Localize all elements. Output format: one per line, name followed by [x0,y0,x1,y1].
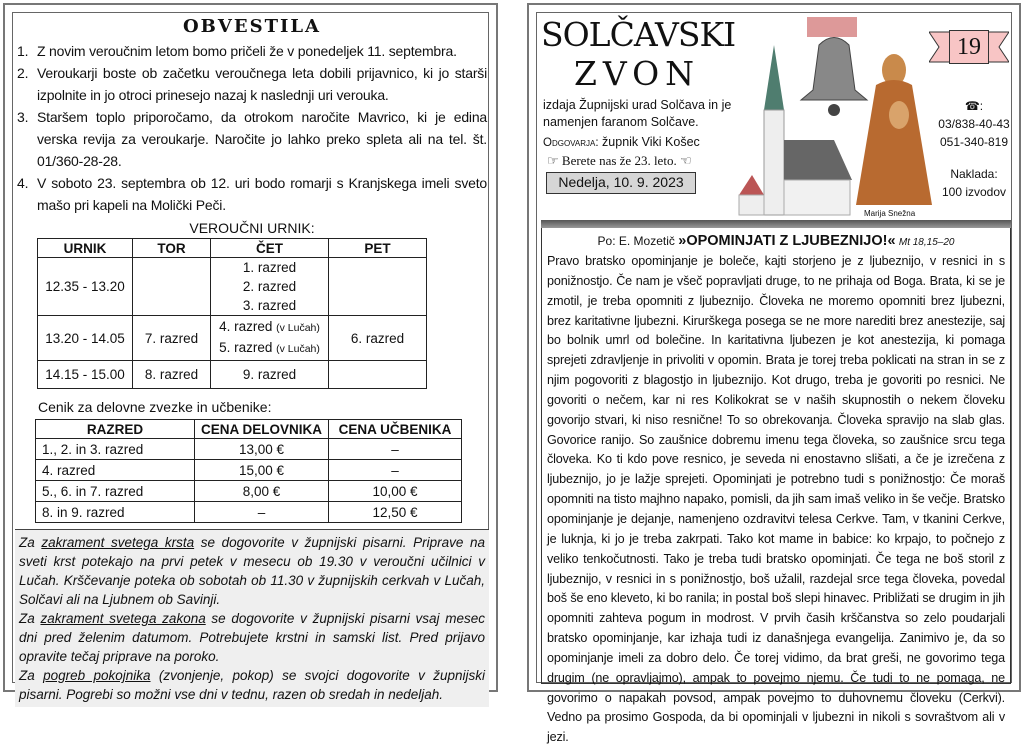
circulation-info [934,165,1014,201]
table-row [36,439,462,460]
madonna-statue [854,45,934,207]
class-label: 1. razred [242,260,297,275]
notice-text: V soboto 23. septembra ob 12. uri bodo romarji s Kranjskega imeli sveto mašo pri kapeli na Molički Peči. [37,175,487,213]
text: (zvonjenje, pokop) se svojci dogovorite v župnijski pisarni. Pogrebi so možni vse dni v tednu, razen ob sredah in nedeljah. [19,668,485,702]
pet-cell [329,361,427,389]
issue-badge [929,27,1009,67]
table-row [36,502,462,523]
notice-number: 1. [17,43,29,59]
text: se dogovorite v župnijski pisarni. Priprave na sveti krst potekajo na prvi petek v mesecu ob 19.30 v veroučni učilnici v Lučah. Krščevanje poteka ob sobotah ob 11.30 v župnijskih cerkvah v Lučah, Solčavi ali na Ljubnem ob Savinji. [19,535,485,607]
phone-number: 051-340-819 [939,135,1009,149]
time-cell: 13.20 - 14.05 [38,316,133,361]
berete-text: Berete nas že 23. leto. [561,153,677,168]
editor-name: župnik Viki Košec [602,135,700,149]
workbook-price: 13,00 € [195,439,329,460]
textbook-price: 10,00 € [329,481,462,502]
notice-number: 3. [17,109,29,125]
grade-cell: 8. in 9. razred [36,502,195,523]
column-header: TOR [133,239,211,258]
table-row [36,481,462,502]
cet-cell [211,258,329,316]
table-row [38,258,427,316]
class-label [211,338,328,359]
text: Za [19,611,41,626]
prices-table [35,419,462,523]
phone-number: 03/838-40-43 [938,117,1010,131]
church-nave [784,180,850,215]
pointing-hand-left-icon: ☜ [679,153,692,168]
notice-item [17,172,487,216]
sacraments-info [15,529,489,707]
time-cell: 14.15 - 15.00 [38,361,133,389]
schedule-title: VEROUČNI URNIK: [189,220,315,236]
grade-cell: 5., 6. in 7. razred [36,481,195,502]
notices-list [15,40,489,216]
notice-item [17,106,487,172]
article-body: Pravo bratsko opominjanje je boleče, kajti storjeno je z ljubeznijo, v resnici in s ponižnostjo. Če nam je všeč popravljati druge, to ne prihaja od Boga. Brata, ki se je zmotil, je treba opomniti z ljubeznijo. Človeka ne moremo opomniti brez ljubezni, brez karitativne ljubezni. Kirurškega posega se ne more narediti brez anestezije, saj bo bolnik umrl od bolečine. In karitativna ljubezen je kot anestezija, ki pomaga sprejeti zdravljenje in privoliti v opomin. Brata je torej treba poklicati na stran in se z njim pogovoriti z blagostjo in ljubeznijo. Kot drugo, treba je govoriti po resnici. Ne govoriti o nečem, kar ni res Kolikokrat se v naših skupnostih o nekem človeku govorijo stvari, ki niso resnične! To so obrekovanja. Človeka spravijo na slab glas. Govorice ranijo. So zaušnice dobremu imenu tega človeka, so zaušnice srcu tega človeka. Ko ti kdo pove resnico, je seveda ni enostavno slišati, a če je izrečena z ljubeznijo, jo je lažje sprejeti. Opominjati je potrebno tudi s ponižnostjo: Če moraš opomniti na tisto majhno napako, pomisli, da jih sam imaš veliko in še večje. Bratsko opominjanje je dejanje, namenjeno ozdravitvi telesa Cerkve. Tam, v tkanini Cerkve, je luknja, ki jo je treba zakrpati. Tako kot mame in babice: ko krpajo, to počnejo z veliko tenkočutnosti. Tako je treba tudi bratsko opominjati. Če tega ne boš storil z ljubeznijo, v resnici in s ponižnostjo, boš užalil, razdejal srce tega človeka, povedal boš še eno kleveto, ki bo ranila; in postal boš slepi hinavec. Približati se drugim in jih opomniti zahteva pogum in modrost. V prvih časih krščanstva so zelo poudarjali bratsko opominjanje, kar izhaja tudi iz današnjega evangelija. Zanimivo je, da so opominjanje imeli za dobro delo. Če torej vidimo, da brat greši, ne govorimo tega drugim (ne opravljajmo), ampak to povejmo njemu. Če tudi to ne pomaga, ne govorimo o napakah povsod, ampak povejmo to duhovnemu človeku (Cerkvi). Vedno pa prosimo Gospoda, da bi opominjali v ljubezni in nikoli s sovraštvom ali v jezi. [547,254,1005,745]
notice-text: Staršem toplo priporočamo, da otrokom naročite Mavrico, ki je edina verska revija za veroukarje. Naročite jo lahko preko spleta ali na tel. št. 01/360-28-28. [37,109,487,169]
column-header: CENA DELOVNIKA [195,420,329,439]
statue-caption: Marija Snežna [864,209,916,218]
time-cell: 12.35 - 13.20 [38,258,133,316]
statue-body [856,80,932,205]
editor-label: Odgovarja: [543,137,599,149]
chapel-roof [739,175,764,195]
notice-number: 4. [17,175,29,191]
publisher-info: izdaja Župnijski urad Solčava in je namenjen faranom Solčave. [543,98,732,129]
header-divider [541,220,1011,228]
textbook-price: – [329,460,462,481]
textbook-price: 12,50 € [329,502,462,523]
scripture-reference: Mt 18,15–20 [898,237,955,248]
editor-line [541,134,733,152]
underlined-term: zakrament svetega krsta [41,535,195,550]
bell-clapper [828,104,840,116]
table-row [38,361,427,389]
tor-cell: 7. razred [133,316,211,361]
newsletter-page [527,3,1021,745]
location-note: (v Lučah) [276,322,320,334]
table-header-row [36,420,462,439]
statue-child [889,101,909,129]
column-header: URNIK [38,239,133,258]
tor-cell [133,258,211,316]
article-title: »OPOMINJATI Z LJUBEZNIJO!« [678,233,896,249]
grade-cell: 1., 2. in 3. razred [36,439,195,460]
table-row [36,460,462,481]
masthead-column [541,15,736,194]
contact-info [934,97,1014,151]
chapel [739,195,764,215]
notices-content [15,15,489,707]
bell-yoke [807,17,857,37]
schedule-table [37,238,427,389]
text: se dogovorite v župnijski pisarni vsaj mesec dni pred želenim datumom. Potrebujete krstni in samski list. Pred prijavo opravite tečaj priprave na poroko. [19,611,485,664]
notices-page [3,3,498,702]
workbook-price: 8,00 € [195,481,329,502]
grade-cell: 4. razred [36,460,195,481]
class-name: 5. razred [219,340,273,355]
class-name: 4. razred [219,319,273,334]
pointing-hand-right-icon: ☞ [547,153,559,168]
location-note: (v Lučah) [276,343,320,355]
masthead-line: ZVON [573,54,701,93]
notice-number: 2. [17,65,29,81]
circulation-label: Naklada: [950,167,998,181]
pet-cell [329,258,427,316]
workbook-price: – [195,502,329,523]
notice-text: Z novim veroučnim letom bomo pričeli že v ponedeljek 11. septembra. [37,43,457,59]
column-header: CENA UČBENIKA [329,420,462,439]
marriage-paragraph [19,609,485,666]
class-label [211,317,328,338]
funeral-paragraph [19,666,485,704]
issue-date: Nedelja, 10. 9. 2023 [546,172,696,194]
tor-cell: 8. razred [133,361,211,389]
class-label: 2. razred [242,279,297,294]
phone-icon: ☎: [964,99,984,113]
article [541,228,1011,745]
column-header: ČET [211,239,329,258]
notice-item [17,62,487,106]
notice-item [17,40,487,62]
textbook-price: – [329,439,462,460]
pet-cell: 6. razred [329,316,427,361]
column-header: RAZRED [36,420,195,439]
berete-line [541,152,733,170]
workbook-price: 15,00 € [195,460,329,481]
class-label: 3. razred [242,298,297,313]
column-header: PET [329,239,427,258]
notice-text: Veroukarji boste ob začetku veroučnega leta dobili prijavnico, ki jo starši izpolnite in jo otroci prinesejo nazaj k naslednji uri verouka. [37,65,487,103]
notices-title: OBVESTILA [182,16,321,37]
text: Za [19,535,42,550]
issue-number: 19 [949,30,989,64]
church-tower [764,110,784,215]
table-row [38,316,427,361]
masthead-line: SOLČAVSKI [541,15,736,54]
text: Za [19,668,44,683]
cet-cell [211,316,329,361]
baptism-paragraph [19,533,485,609]
masthead [541,15,736,93]
church-spire [764,45,784,110]
prices-title: Cenik za delovne zvezke in učbenike: [38,399,272,415]
underlined-term: pogreb pokojnika [43,668,151,683]
cet-cell: 9. razred [211,361,329,389]
table-header-row [38,239,427,258]
underlined-term: zakrament svetega zakona [40,611,206,626]
church-roof [784,140,852,180]
circulation-value: 100 izvodov [941,185,1007,199]
article-heading [547,232,1005,252]
article-author: Po: E. Mozetič [597,234,675,248]
